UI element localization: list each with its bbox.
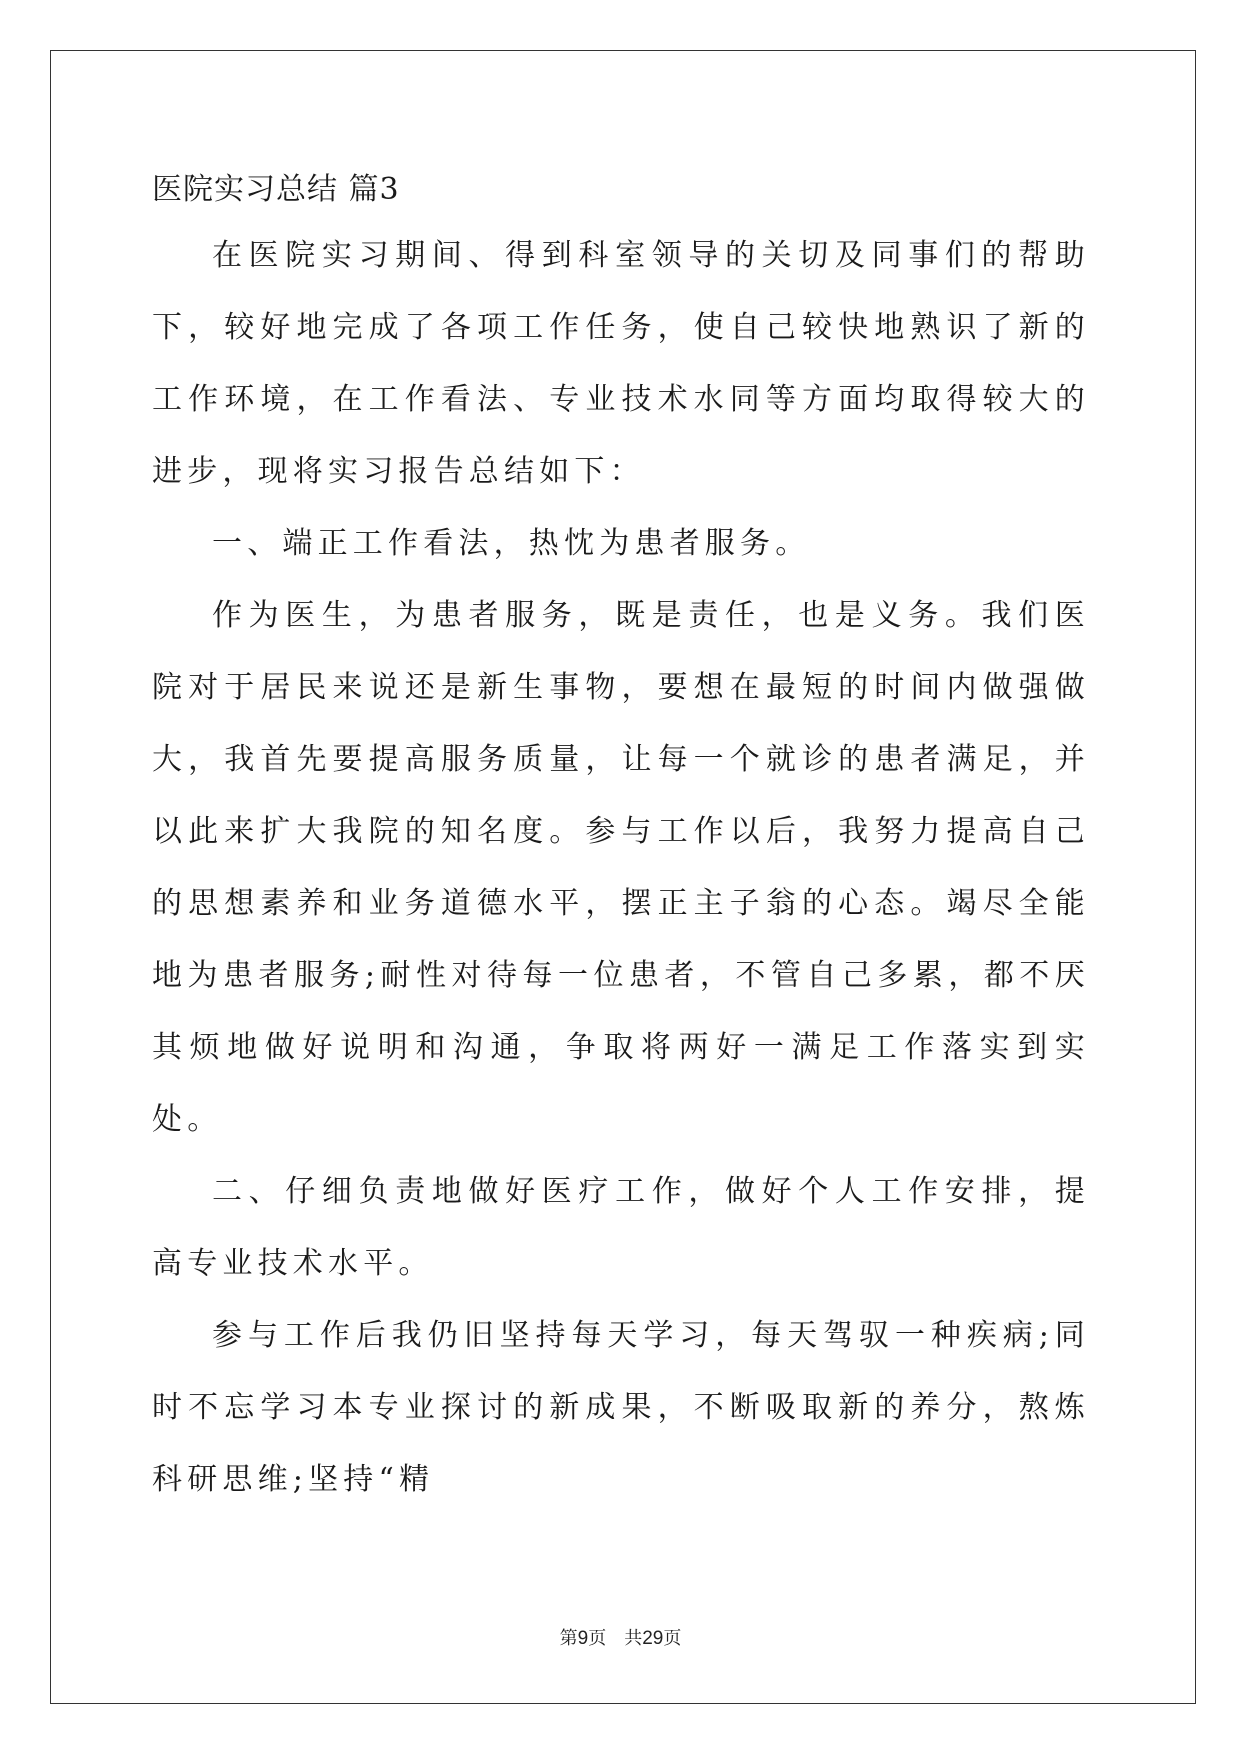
paragraph-service: 作为医生，为患者服务，既是责任，也是义务。我们医院对于居民来说还是新生事物，要想在最短的时间内做强做大，我首先要提高服务质量，让每一个就诊的患者满足，并以此来扩大我院的知名度。参与工作以后，我努力提高自己的思想素养和业务道德水平，摆正主子翁的心态。竭尽全能地为患者服务;耐性对待每一位患者，不管自己多累，都不厌其烦地做好说明和沟通，争取将两好一满足工作落实到实处。: [152, 598, 1090, 1137]
page-footer: [0, 1624, 1241, 1650]
footer-total-suffix: 页: [663, 1628, 682, 1649]
footer-page-current: 9: [577, 1628, 589, 1649]
section-heading-2: 二、仔细负责地做好医疗工作，做好个人工作安排，提高专业技术水平。: [152, 1174, 1090, 1281]
paragraph-study: 参与工作后我仍旧坚持每天学习，每天驾驭一种疾病;同时不忘学习本专业探讨的新成果，不断吸取新的养分，熬炼科研思维;坚持“精: [152, 1318, 1090, 1497]
footer-page-suffix: 页: [588, 1628, 607, 1649]
document-body: [152, 160, 1090, 1516]
section-heading-1: 一、端正工作看法，热忱为患者服务。: [212, 526, 811, 561]
footer-page-prefix: 第: [559, 1628, 578, 1649]
document-title: 医院实习总结 篇3: [152, 172, 400, 207]
footer-page-total: 29: [642, 1628, 664, 1649]
footer-total-prefix: 共: [624, 1628, 643, 1649]
paragraph-intro: 在医院实习期间、得到科室领导的关切及同事们的帮助下，较好地完成了各项工作任务，使自己较快地熟识了新的工作环境，在工作看法、专业技术水同等方面均取得较大的进步，现将实习报告总结如下：: [152, 238, 1090, 489]
